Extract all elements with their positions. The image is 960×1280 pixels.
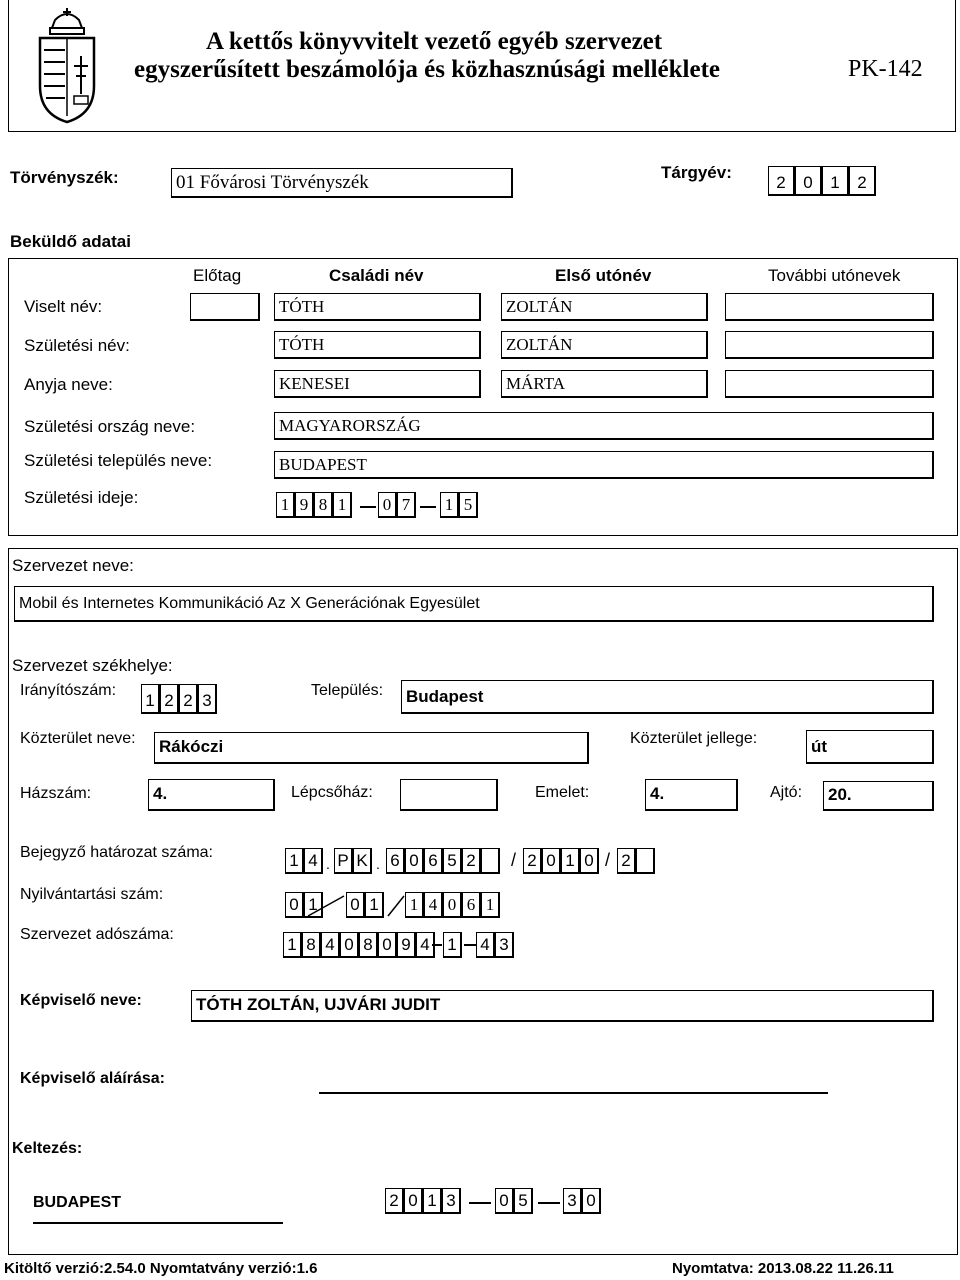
digit-cell: P: [334, 848, 353, 874]
digit-cell: 2: [849, 166, 876, 196]
birth-first-field[interactable]: [501, 331, 708, 359]
birth-city-field[interactable]: [274, 451, 934, 479]
door-value: 20.: [828, 785, 852, 804]
decision-part-c[interactable]: [386, 848, 500, 874]
digit-cell: 5: [514, 1188, 533, 1214]
slash-separator: [386, 894, 406, 918]
digit-cell: 0: [542, 848, 561, 874]
form-title-line2: egyszerűsített beszámolója és közhasznúsági melléklete: [134, 56, 720, 83]
street-field[interactable]: [154, 732, 589, 764]
decision-part-d[interactable]: [523, 848, 599, 874]
digit-cell: 4: [321, 932, 340, 958]
digit-cell: 5: [443, 848, 462, 874]
digit-cell: 1: [141, 684, 160, 714]
door-field[interactable]: [823, 781, 934, 811]
date-separator: [360, 506, 376, 508]
dot-separator: .: [326, 856, 330, 872]
digit-cell: 1: [304, 892, 323, 918]
digit-cell: 4: [476, 932, 495, 958]
org-name-field[interactable]: [14, 586, 934, 622]
digit-cell: 0: [404, 1188, 423, 1214]
digit-cell: 2: [160, 684, 179, 714]
court-label: Törvényszék:: [10, 168, 119, 187]
digit-cell: 5: [459, 492, 478, 518]
house-value: 4.: [153, 784, 168, 803]
coat-of-arms-logo: [30, 6, 104, 126]
zip-field[interactable]: [141, 684, 217, 714]
tax-number-label: Szervezet adószáma:: [20, 926, 174, 943]
form-code: PK-142: [848, 56, 923, 82]
floor-label: Emelet:: [535, 784, 590, 801]
worn-name-label: Viselt név:: [24, 297, 103, 316]
representative-label: Képviselő neve:: [20, 992, 142, 1009]
registration-part-b[interactable]: [346, 892, 384, 918]
digit-cell: 1: [423, 1188, 442, 1214]
tax-part-b[interactable]: [443, 932, 462, 958]
mother-family-value: KENESEI: [279, 374, 350, 393]
org-name-value: Mobil és Internetes Kommunikáció Az X Generációnak Egyesület: [19, 595, 480, 612]
date-separator: [420, 506, 436, 508]
birth-date-label: Születési ideje:: [24, 488, 139, 507]
digit-cell: 0: [378, 492, 397, 518]
mother-first-field[interactable]: [501, 370, 708, 398]
city-value: Budapest: [406, 687, 484, 706]
digit-cell: [481, 848, 500, 874]
digit-cell: 2: [768, 166, 795, 196]
digit-cell: 1: [285, 848, 304, 874]
footer-version: Kitöltő verzió:2.54.0 Nyomtatvány verzió:1.6: [4, 1260, 318, 1277]
house-label: Házszám:: [20, 785, 92, 802]
org-seat-label: Szervezet székhelye:: [12, 656, 173, 675]
birth-family-value: TÓTH: [279, 335, 325, 354]
year-field[interactable]: [768, 166, 876, 196]
signature-line[interactable]: [319, 1092, 828, 1094]
digit-cell: 1: [822, 166, 849, 196]
birth-country-field[interactable]: [274, 412, 934, 440]
digit-cell: 1: [283, 932, 302, 958]
court-field[interactable]: [171, 168, 513, 198]
date-label: Keltezés:: [12, 1140, 83, 1157]
digit-cell: 8: [302, 932, 321, 958]
street-type-value: út: [811, 737, 828, 756]
digit-cell: 1: [276, 492, 295, 518]
digit-cell: 3: [442, 1188, 461, 1214]
digit-cell: 0: [340, 932, 359, 958]
decision-part-e[interactable]: [617, 848, 655, 874]
tax-separator: [432, 944, 442, 946]
tax-part-a[interactable]: [283, 932, 435, 958]
digit-cell: 8: [314, 492, 333, 518]
date-city-line[interactable]: [33, 1222, 283, 1224]
worn-prefix-field[interactable]: [190, 293, 260, 321]
digit-cell: 2: [462, 848, 481, 874]
street-type-label: Közterület jellege:: [630, 730, 758, 747]
tax-separator: [464, 944, 476, 946]
birth-family-field[interactable]: [274, 331, 481, 359]
house-field[interactable]: [148, 779, 275, 811]
digit-cell: 8: [359, 932, 378, 958]
digit-cell: 1: [405, 892, 424, 918]
birth-more-field[interactable]: [725, 331, 934, 359]
digit-cell: 4: [416, 932, 435, 958]
mother-name-label: Anyja neve:: [24, 375, 113, 394]
city-field[interactable]: [401, 680, 934, 714]
digit-cell: 1: [561, 848, 580, 874]
date-city-value: BUDAPEST: [33, 1194, 122, 1211]
digit-cell: 2: [179, 684, 198, 714]
col-first-header: Első utónév: [555, 266, 652, 285]
birth-month-field[interactable]: [378, 492, 416, 518]
form-title-line1: A kettős könyvvitelt vezető egyéb szervezet: [206, 28, 663, 55]
decision-part-b[interactable]: [334, 848, 372, 874]
digit-cell: 1: [365, 892, 384, 918]
col-family-header: Családi név: [329, 266, 424, 285]
digit-cell: [636, 848, 655, 874]
birth-city-value: BUDAPEST: [279, 455, 367, 474]
birth-name-label: Születési név:: [24, 336, 130, 355]
digit-cell: 3: [495, 932, 514, 958]
year-label: Tárgyév:: [661, 163, 732, 182]
digit-cell: 1: [481, 892, 500, 918]
digit-cell: 9: [397, 932, 416, 958]
street-label: Közterület neve:: [20, 730, 136, 747]
digit-cell: 0: [285, 892, 304, 918]
digit-cell: 4: [424, 892, 443, 918]
digit-cell: 6: [386, 848, 405, 874]
digit-cell: 4: [304, 848, 323, 874]
worn-first-field[interactable]: [501, 293, 708, 321]
street-type-field[interactable]: [806, 730, 934, 764]
mother-first-value: MÁRTA: [506, 374, 566, 393]
digit-cell: 1: [440, 492, 459, 518]
digit-cell: 0: [405, 848, 424, 874]
stair-label: Lépcsőház:: [291, 784, 373, 801]
slash-separator: [306, 894, 346, 918]
digit-cell: 0: [346, 892, 365, 918]
registration-part-c[interactable]: [405, 892, 500, 918]
signature-label: Képviselő aláírása:: [20, 1070, 165, 1087]
worn-family-value: TÓTH: [279, 297, 325, 316]
digit-cell: 6: [424, 848, 443, 874]
digit-cell: 0: [443, 892, 462, 918]
digit-cell: 6: [462, 892, 481, 918]
date-month-field[interactable]: [495, 1188, 533, 1214]
tax-part-c[interactable]: [476, 932, 514, 958]
org-name-label: Szervezet neve:: [12, 556, 134, 575]
footer-printed: Nyomtatva: 2013.08.22 11.26.11: [672, 1260, 894, 1277]
digit-cell: 9: [295, 492, 314, 518]
birth-year-field[interactable]: [276, 492, 352, 518]
date-year-field[interactable]: [385, 1188, 461, 1214]
floor-value: 4.: [650, 784, 665, 803]
slash-separator: /: [511, 850, 517, 870]
mother-more-field[interactable]: [725, 370, 934, 398]
worn-first-value: ZOLTÁN: [506, 297, 573, 316]
representative-value: TÓTH ZOLTÁN, UJVÁRI JUDIT: [196, 995, 441, 1014]
city-label: Település:: [311, 682, 384, 699]
mother-family-field[interactable]: [274, 370, 481, 398]
decision-part-a[interactable]: [285, 848, 323, 874]
digit-cell: 3: [198, 684, 217, 714]
digit-cell: 2: [385, 1188, 404, 1214]
col-more-header: További utónevek: [768, 266, 901, 285]
digit-cell: 1: [443, 932, 462, 958]
col-prefix-header: Előtag: [193, 266, 242, 285]
decision-number-label: Bejegyző határozat száma:: [20, 844, 213, 861]
stair-field[interactable]: [400, 779, 498, 811]
digit-cell: 0: [580, 848, 599, 874]
sender-section-title: Beküldő adatai: [10, 232, 131, 251]
digit-cell: 7: [397, 492, 416, 518]
date-separator: [538, 1202, 560, 1204]
birth-country-label: Születési ország neve:: [24, 417, 196, 436]
street-value: Rákóczi: [159, 737, 224, 756]
birth-country-value: MAGYARORSZÁG: [279, 416, 421, 435]
birth-day-field[interactable]: [440, 492, 478, 518]
digit-cell: 0: [378, 932, 397, 958]
representative-field[interactable]: [191, 990, 934, 1022]
digit-cell: K: [353, 848, 372, 874]
birth-first-value: ZOLTÁN: [506, 335, 573, 354]
digit-cell: 2: [617, 848, 636, 874]
dot-separator: .: [376, 856, 380, 872]
birth-city-label: Születési település neve:: [24, 451, 213, 470]
digit-cell: 1: [333, 492, 352, 518]
digit-cell: 0: [582, 1188, 601, 1214]
court-value: 01 Fővárosi Törvényszék: [176, 172, 369, 193]
worn-more-field[interactable]: [725, 293, 934, 321]
registration-number-label: Nyilvántartási szám:: [20, 886, 164, 903]
digit-cell: 2: [523, 848, 542, 874]
door-label: Ajtó:: [770, 784, 803, 801]
digit-cell: 0: [495, 1188, 514, 1214]
date-day-field[interactable]: [563, 1188, 601, 1214]
zip-label: Irányítószám:: [20, 682, 117, 699]
worn-family-field[interactable]: [274, 293, 481, 321]
digit-cell: 0: [795, 166, 822, 196]
slash-separator: /: [605, 850, 611, 870]
floor-field[interactable]: [645, 779, 738, 811]
date-separator: [469, 1202, 491, 1204]
digit-cell: 3: [563, 1188, 582, 1214]
